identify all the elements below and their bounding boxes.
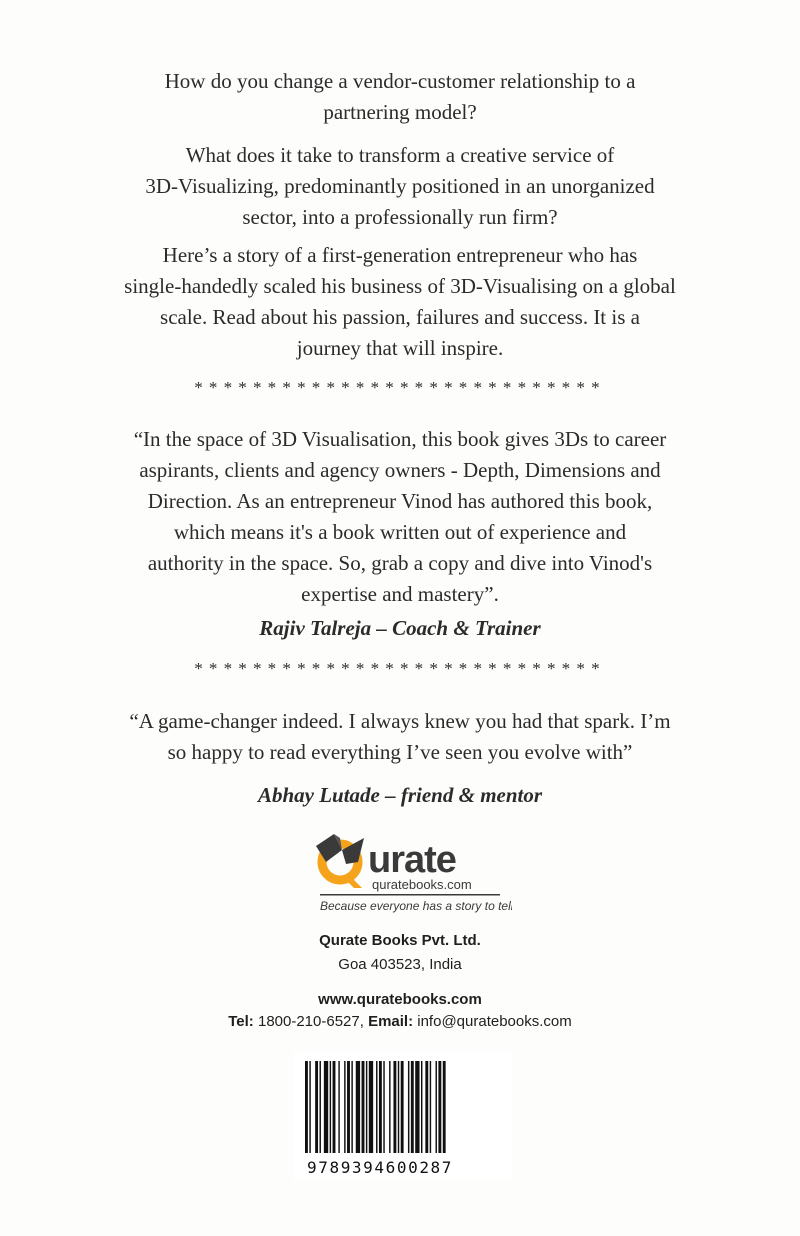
text-line: expertise and mastery”. [301, 582, 499, 606]
barcode-bar [421, 1061, 422, 1153]
testimonial-1-author: Rajiv Talreja – Coach & Trainer [259, 616, 541, 640]
barcode-bar [415, 1061, 419, 1153]
separator-stars: **************************** [194, 659, 606, 678]
text-line: 3D-Visualizing, predominantly positioned in an unorganized [145, 174, 655, 198]
barcode-bar [408, 1061, 409, 1153]
barcode-bar [320, 1061, 321, 1153]
barcode-bar [315, 1061, 318, 1153]
barcode-bar [383, 1061, 384, 1153]
barcode-bar [369, 1061, 373, 1153]
publisher-address: Goa 403523, India [338, 956, 462, 973]
barcode-bar [389, 1061, 390, 1153]
barcode-bar [398, 1061, 399, 1153]
tel-number: 1800-210-6527, [253, 1013, 369, 1030]
text-line: journey that will inspire. [296, 336, 504, 360]
separator-stars: **************************** [194, 378, 606, 397]
qurate-logo [312, 828, 512, 918]
text-line: Here’s a story of a first-generation entrepreneur who has [162, 243, 638, 267]
text-line: which means it's a book written out of experience and [173, 520, 627, 544]
barcode-bar [305, 1061, 308, 1153]
barcode-bar [347, 1061, 350, 1153]
publisher-website[interactable]: www.quratebooks.com [318, 991, 482, 1008]
text-line: so happy to read everything I’ve seen you evolve with” [167, 740, 633, 764]
barcode-bar [401, 1061, 404, 1153]
email-address[interactable]: info@quratebooks.com [413, 1013, 572, 1030]
publisher-contact [200, 1013, 600, 1030]
text-line: partnering model? [323, 100, 477, 124]
barcode-bar [338, 1061, 339, 1153]
text-line: Direction. As an entrepreneur Vinod has authored this book, [147, 489, 653, 513]
barcode-icon [293, 1051, 512, 1179]
barcode-bar [379, 1061, 382, 1153]
text-line: authority in the space. So, grab a copy and dive into Vinod's [147, 551, 653, 575]
text-line: aspirants, clients and agency owners - Depth, Dimensions and [139, 458, 661, 482]
intro-question-2 [90, 140, 710, 233]
testimonial-1 [90, 424, 710, 610]
barcode-bar [438, 1061, 441, 1153]
barcode-bar [376, 1061, 377, 1153]
text-line: What does it take to transform a creative service of [185, 143, 615, 167]
text-line: single-handedly scaled his business of 3D-Visualising on a global [124, 274, 676, 298]
barcode-bar [411, 1061, 414, 1153]
barcode-bar [366, 1061, 367, 1153]
story-paragraph [90, 240, 710, 364]
intro-question-1 [90, 66, 710, 128]
publisher-name: Qurate Books Pvt. Ltd. [319, 932, 481, 949]
barcode-bar [393, 1061, 396, 1153]
barcode-bar [309, 1061, 310, 1153]
qurate-logo-icon [312, 828, 512, 918]
email-label: Email: [368, 1013, 414, 1030]
testimonial-2 [90, 706, 710, 768]
testimonial-2-author: Abhay Lutade – friend & mentor [257, 783, 543, 807]
text-line: scale. Read about his passion, failures and success. It is a [160, 305, 640, 329]
tel-label: Tel: [228, 1013, 254, 1030]
text-line: “A game-changer indeed. I always knew you had that spark. I’m [129, 709, 671, 733]
barcode-bar [436, 1061, 437, 1153]
barcode-bar [330, 1061, 331, 1153]
logo-url: quratebooks.com [372, 877, 472, 892]
text-line: “In the space of 3D Visualisation, this book gives 3Ds to career [133, 427, 667, 451]
barcode-bar [333, 1061, 336, 1153]
barcode-digits: 9789394600287 [307, 1158, 454, 1177]
text-line: How do you change a vendor-customer relationship to a [164, 69, 636, 93]
logo-tagline: Because everyone has a story to tell [320, 899, 512, 913]
logo-wordmark: urate [368, 839, 456, 881]
barcode-bar [344, 1061, 345, 1153]
barcode-bar [351, 1061, 352, 1153]
barcode-bar [356, 1061, 360, 1153]
barcode-bar [324, 1061, 328, 1153]
isbn-barcode [293, 1051, 512, 1179]
text-line: sector, into a professionally run firm? [242, 205, 558, 229]
barcode-bar [425, 1061, 428, 1153]
barcode-bar [430, 1061, 431, 1153]
barcode-bar [362, 1061, 365, 1153]
barcode-bar [443, 1061, 446, 1153]
